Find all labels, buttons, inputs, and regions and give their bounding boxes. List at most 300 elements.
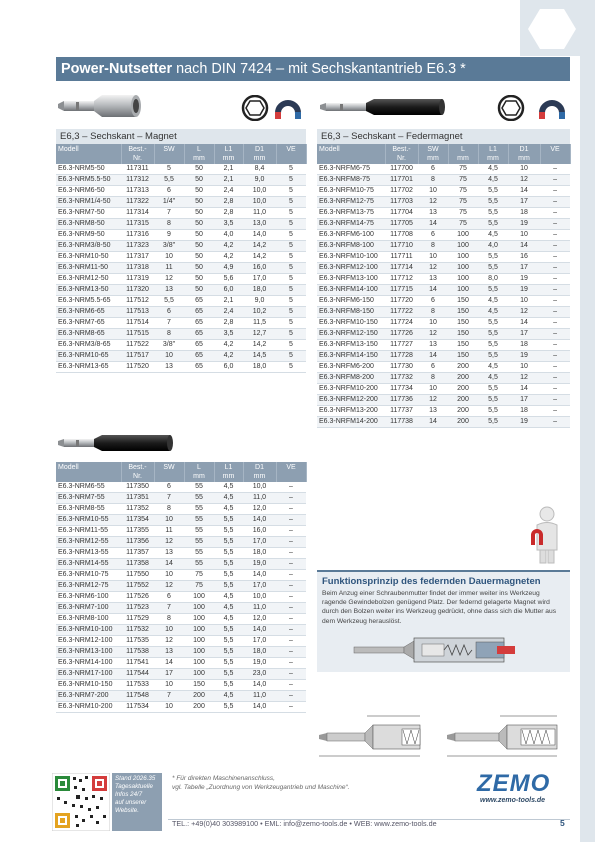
table-cell: 5,5 bbox=[478, 351, 508, 362]
table-cell: 5,5 bbox=[478, 186, 508, 197]
col-sw: SW bbox=[154, 144, 184, 164]
table-cell: 4,5 bbox=[214, 493, 243, 504]
table-cell: 14 bbox=[154, 658, 184, 669]
table-row bbox=[317, 340, 570, 351]
table-cell: 12,0 bbox=[243, 504, 276, 515]
table-cell: 117724 bbox=[385, 318, 418, 329]
table-cell: 117513 bbox=[121, 307, 154, 318]
table-cell: 117544 bbox=[121, 669, 154, 680]
table-cell: – bbox=[540, 329, 570, 340]
table-cell: – bbox=[540, 186, 570, 197]
table-cell: 11,0 bbox=[243, 208, 276, 219]
table-cell: 55 bbox=[184, 537, 214, 548]
table-cell: E6.3-NRFM10-200 bbox=[317, 384, 385, 395]
table-row bbox=[317, 263, 570, 274]
title-rest: nach DIN 7424 – mit Sechskantantrieb E6.3 * bbox=[172, 61, 466, 77]
table-row bbox=[317, 307, 570, 318]
table-cell: 117350 bbox=[121, 482, 154, 493]
table-cell: 117323 bbox=[121, 241, 154, 252]
table-row bbox=[56, 669, 306, 680]
table-cell: 9 bbox=[154, 230, 184, 241]
col-l1: L1 mm bbox=[214, 462, 243, 482]
table-cell: 5,5 bbox=[214, 537, 243, 548]
table-cell: 5 bbox=[276, 252, 306, 263]
table-row bbox=[56, 581, 306, 592]
table-cell: 4,5 bbox=[478, 175, 508, 186]
table-cell: 8,0 bbox=[478, 274, 508, 285]
footnote-line-2: vgl. Tabelle „Zuordnung von Werkzeugantrieb und Maschine“. bbox=[172, 784, 350, 791]
table-row bbox=[317, 186, 570, 197]
table-cell: – bbox=[276, 647, 306, 658]
table-cell: 117320 bbox=[121, 285, 154, 296]
table-cell: 17,0 bbox=[243, 274, 276, 285]
table-cell: 6 bbox=[154, 186, 184, 197]
table-cell: 14 bbox=[418, 285, 448, 296]
table-cell: 17,0 bbox=[243, 636, 276, 647]
table-cell: E6.3-NRM17-100 bbox=[56, 669, 121, 680]
table-cell: 117319 bbox=[121, 274, 154, 285]
table-cell: 100 bbox=[184, 636, 214, 647]
table-cell: – bbox=[276, 548, 306, 559]
table-cell: E6.3-NRFM10-75 bbox=[317, 186, 385, 197]
table-cell: 200 bbox=[184, 691, 214, 702]
table-cell: E6.3-NRM12-55 bbox=[56, 537, 121, 548]
table-row bbox=[317, 373, 570, 384]
table-cell: 5 bbox=[276, 241, 306, 252]
table-cell: 117523 bbox=[121, 603, 154, 614]
table-cell: 4,5 bbox=[214, 504, 243, 515]
table-cell: 10 bbox=[154, 351, 184, 362]
table-cell: 55 bbox=[184, 515, 214, 526]
table-cell: E6.3-NRFM10-100 bbox=[317, 252, 385, 263]
table-cell: 6 bbox=[418, 296, 448, 307]
table-cell: – bbox=[276, 559, 306, 570]
table-row bbox=[56, 230, 306, 241]
table-cell: 6 bbox=[418, 164, 448, 175]
table-cell: 14 bbox=[418, 417, 448, 428]
table-cell: 4,0 bbox=[214, 230, 243, 241]
table-cell: 117710 bbox=[385, 241, 418, 252]
table-cell: E6.3-NRFM8-150 bbox=[317, 307, 385, 318]
table-cell: 10 bbox=[154, 515, 184, 526]
table-cell: – bbox=[540, 340, 570, 351]
table-row bbox=[317, 417, 570, 428]
table-cell: 2,1 bbox=[214, 164, 243, 175]
table-cell: 12 bbox=[508, 175, 540, 186]
table-cell: 4,5 bbox=[478, 164, 508, 175]
table-cell: 11 bbox=[154, 526, 184, 537]
table-row bbox=[56, 680, 306, 691]
table-cell: 4,5 bbox=[478, 307, 508, 318]
table-cell: 13 bbox=[154, 362, 184, 373]
table-cell: 50 bbox=[184, 186, 214, 197]
table-cell: – bbox=[540, 274, 570, 285]
hex-drive-icon-right bbox=[497, 95, 525, 121]
table-cell: 5,5 bbox=[478, 417, 508, 428]
table-cell: – bbox=[276, 515, 306, 526]
dimension-drawing-1 bbox=[317, 708, 437, 766]
table-cell: E6.3-NRFM12-200 bbox=[317, 395, 385, 406]
table-federmagnet bbox=[317, 129, 571, 428]
table-row bbox=[317, 219, 570, 230]
table-cell: E6.3-NRFM14-100 bbox=[317, 285, 385, 296]
hexagon-icon bbox=[527, 7, 577, 51]
table-cell: 2,8 bbox=[214, 318, 243, 329]
table-cell: 100 bbox=[448, 252, 478, 263]
table-cell: 19 bbox=[508, 351, 540, 362]
table-row bbox=[56, 208, 306, 219]
table-cell: 14,2 bbox=[243, 241, 276, 252]
table-cell: 10 bbox=[154, 625, 184, 636]
table-cell: – bbox=[540, 219, 570, 230]
table-cell: 12 bbox=[154, 274, 184, 285]
col-modell: Modell bbox=[56, 462, 121, 482]
table-cell: 12 bbox=[418, 329, 448, 340]
table-cell: 5,5 bbox=[154, 296, 184, 307]
table-cell: 117702 bbox=[385, 186, 418, 197]
title-bold: Power-Nutsetter bbox=[61, 61, 173, 77]
table-cell: E6.3-NRFM13-150 bbox=[317, 340, 385, 351]
table-cell: 65 bbox=[184, 318, 214, 329]
table-cell: 117722 bbox=[385, 307, 418, 318]
table-cell: 100 bbox=[184, 592, 214, 603]
table-cell: – bbox=[540, 197, 570, 208]
table-cell: 6,0 bbox=[214, 362, 243, 373]
table-cell: 50 bbox=[184, 175, 214, 186]
table-cell: 117355 bbox=[121, 526, 154, 537]
header-white-area bbox=[0, 0, 520, 56]
table-cell: 5,5 bbox=[214, 658, 243, 669]
table-cell: 117526 bbox=[121, 592, 154, 603]
table-cell: – bbox=[540, 175, 570, 186]
table-row bbox=[56, 307, 306, 318]
table-cell: 5 bbox=[276, 307, 306, 318]
table-cell: 8 bbox=[418, 373, 448, 384]
table-cell: 117357 bbox=[121, 548, 154, 559]
col-d1: D1 mm bbox=[243, 462, 276, 482]
stand-line: auf unserer bbox=[115, 799, 147, 806]
col-ve: VE bbox=[276, 462, 306, 482]
col-sw: SW mm bbox=[418, 144, 448, 164]
zemo-logo: ZEMO bbox=[477, 770, 551, 797]
table-cell: 10 bbox=[418, 384, 448, 395]
table-cell: 100 bbox=[448, 263, 478, 274]
table-row bbox=[56, 504, 306, 515]
table-cell: 5 bbox=[276, 362, 306, 373]
table-cell: 117351 bbox=[121, 493, 154, 504]
table-cell: 117732 bbox=[385, 373, 418, 384]
table-cell: 117520 bbox=[121, 362, 154, 373]
table-cell: – bbox=[276, 614, 306, 625]
table-cell: 150 bbox=[448, 329, 478, 340]
table-cell: – bbox=[540, 318, 570, 329]
table-cell: 11,0 bbox=[243, 603, 276, 614]
table-cell: 50 bbox=[184, 274, 214, 285]
table-cell: 14 bbox=[154, 559, 184, 570]
table-cell: 117512 bbox=[121, 296, 154, 307]
table-cell: 75 bbox=[448, 186, 478, 197]
table-cell: – bbox=[276, 680, 306, 691]
table-cell: 1/4" bbox=[154, 197, 184, 208]
table-cell: 19 bbox=[508, 285, 540, 296]
table-cell: – bbox=[276, 526, 306, 537]
magnet-icon bbox=[273, 93, 303, 123]
table-cell: E6.3-NRM13-50 bbox=[56, 285, 121, 296]
table-cell: E6.3-NRM6-55 bbox=[56, 482, 121, 493]
table-cell: – bbox=[540, 351, 570, 362]
table-row bbox=[56, 592, 306, 603]
stand-info-box bbox=[112, 773, 162, 831]
table-cell: 14,5 bbox=[243, 351, 276, 362]
table-cell: – bbox=[276, 702, 306, 713]
magnet-icon-right bbox=[537, 93, 567, 123]
table-cell: – bbox=[540, 285, 570, 296]
table-cell: – bbox=[540, 362, 570, 373]
table-cell: 5 bbox=[276, 197, 306, 208]
table-cell: 12,0 bbox=[243, 614, 276, 625]
table-cell: 5 bbox=[276, 329, 306, 340]
table-cell: E6.3-NRFM8-100 bbox=[317, 241, 385, 252]
table-cell: 6 bbox=[154, 592, 184, 603]
table-cell: – bbox=[276, 603, 306, 614]
table-row bbox=[56, 614, 306, 625]
table-cell: 12,7 bbox=[243, 329, 276, 340]
table-row bbox=[56, 482, 306, 493]
table-cell: E6.3-NRM12-75 bbox=[56, 581, 121, 592]
table-cell: E6.3-NRM12-100 bbox=[56, 636, 121, 647]
table-cell: 75 bbox=[184, 570, 214, 581]
table-cell: 10 bbox=[418, 186, 448, 197]
table-cell: E6.3-NRM5.5-50 bbox=[56, 175, 121, 186]
table-row bbox=[317, 208, 570, 219]
table-cell: E6.3-NRM13-65 bbox=[56, 362, 121, 373]
table-cell: 100 bbox=[448, 274, 478, 285]
table-cell: 4,0 bbox=[478, 241, 508, 252]
table-cell: 55 bbox=[184, 559, 214, 570]
table-cell: 117703 bbox=[385, 197, 418, 208]
table-cell: 75 bbox=[184, 581, 214, 592]
table-cell: 10,0 bbox=[243, 592, 276, 603]
table-cell: E6.3-NRM1/4-50 bbox=[56, 197, 121, 208]
table-cell: E6.3-NRM11-50 bbox=[56, 263, 121, 274]
table-cell: 4,9 bbox=[214, 263, 243, 274]
table-row bbox=[317, 241, 570, 252]
table-cell: E6.3-NRM13-100 bbox=[56, 647, 121, 658]
function-title: Funktionsprinzip des federnden Dauermagneten bbox=[322, 576, 541, 587]
col-l1: L1 mm bbox=[214, 144, 243, 164]
table-cell: 75 bbox=[448, 164, 478, 175]
table-cell: E6.3-NRM3/8-50 bbox=[56, 241, 121, 252]
table-cell: 4,5 bbox=[214, 603, 243, 614]
table-cell: 5 bbox=[276, 285, 306, 296]
table-cell: E6.3-NRM6-50 bbox=[56, 186, 121, 197]
table-cell: 3,5 bbox=[214, 219, 243, 230]
col-d1: D1 mm bbox=[243, 144, 276, 164]
table-cell: 7 bbox=[154, 493, 184, 504]
table-cell: 117550 bbox=[121, 570, 154, 581]
mascot-figure-image bbox=[527, 505, 567, 565]
table-cell: – bbox=[540, 307, 570, 318]
table-cell: – bbox=[276, 504, 306, 515]
col-l: L mm bbox=[184, 462, 214, 482]
table-row bbox=[56, 691, 306, 702]
table-row bbox=[56, 175, 306, 186]
table-cell: – bbox=[540, 252, 570, 263]
table-cell: 75 bbox=[448, 175, 478, 186]
table-cell: 10 bbox=[508, 230, 540, 241]
table-cell: 117711 bbox=[385, 252, 418, 263]
table-cell: 10 bbox=[154, 702, 184, 713]
col-best-nr: Best.- Nr. bbox=[121, 144, 154, 164]
table-cell: 117532 bbox=[121, 625, 154, 636]
table-cell: 5,5 bbox=[478, 197, 508, 208]
table-cell: E6.3-NRM5-50 bbox=[56, 164, 121, 175]
table-cell: – bbox=[276, 537, 306, 548]
table-cell: E6.3-NRM8-50 bbox=[56, 219, 121, 230]
table-cell: 18 bbox=[508, 340, 540, 351]
table-cell: 200 bbox=[448, 417, 478, 428]
table-cell: 2,4 bbox=[214, 186, 243, 197]
table-cell: 10,2 bbox=[243, 307, 276, 318]
table-cell: E6.3-NRFM13-100 bbox=[317, 274, 385, 285]
table-cell: E6.3-NRM14-55 bbox=[56, 559, 121, 570]
table-cell: 117358 bbox=[121, 559, 154, 570]
table-cell: 13 bbox=[418, 340, 448, 351]
table-cell: 117352 bbox=[121, 504, 154, 515]
table-cell: E6.3-NRFM14-150 bbox=[317, 351, 385, 362]
table-cell: 117730 bbox=[385, 362, 418, 373]
table-cell: 117317 bbox=[121, 252, 154, 263]
table-cell: E6.3-NRM7-55 bbox=[56, 493, 121, 504]
table-row bbox=[56, 340, 306, 351]
table-cell: 5 bbox=[276, 296, 306, 307]
table-cell: 23,0 bbox=[243, 669, 276, 680]
table-cell: 2,1 bbox=[214, 296, 243, 307]
table-cell: 117517 bbox=[121, 351, 154, 362]
table-cell: 5,5 bbox=[478, 384, 508, 395]
table-cell: 19 bbox=[508, 219, 540, 230]
table-cell: – bbox=[276, 570, 306, 581]
table-cell: – bbox=[540, 395, 570, 406]
col-sw: SW bbox=[154, 462, 184, 482]
table-cell: 117737 bbox=[385, 406, 418, 417]
table-cell: 17,0 bbox=[243, 581, 276, 592]
table-cell: 100 bbox=[184, 658, 214, 669]
table-cell: 100 bbox=[184, 669, 214, 680]
table-cell: 5,5 bbox=[478, 329, 508, 340]
table-cell: 10 bbox=[418, 252, 448, 263]
table-cell: 14 bbox=[418, 219, 448, 230]
table-cell: 200 bbox=[184, 702, 214, 713]
table-cell: 11,0 bbox=[243, 493, 276, 504]
table-cell: 100 bbox=[184, 625, 214, 636]
table-cell: 4,2 bbox=[214, 351, 243, 362]
table-cell: E6.3-NRM6-100 bbox=[56, 592, 121, 603]
table-cell: 7 bbox=[154, 603, 184, 614]
table-cell: 75 bbox=[448, 219, 478, 230]
table-cell: 14,0 bbox=[243, 230, 276, 241]
table-cell: E6.3-NRFM6-150 bbox=[317, 296, 385, 307]
table-cell: – bbox=[540, 241, 570, 252]
table-cell: 5,5 bbox=[478, 340, 508, 351]
col-modell: Modell bbox=[56, 144, 121, 164]
table-cell: 6,0 bbox=[214, 285, 243, 296]
table-row bbox=[56, 274, 306, 285]
table-cell: 117712 bbox=[385, 274, 418, 285]
table-row bbox=[56, 329, 306, 340]
table-row bbox=[56, 636, 306, 647]
table-row bbox=[56, 658, 306, 669]
table-cell: 5,5 bbox=[214, 515, 243, 526]
table-cell: 5,6 bbox=[214, 274, 243, 285]
col-best-nr: Best.- Nr. bbox=[385, 144, 418, 164]
col-l1: L1 mm bbox=[478, 144, 508, 164]
table-cell: 55 bbox=[184, 548, 214, 559]
table-cell: 75 bbox=[448, 208, 478, 219]
table-cell: 50 bbox=[184, 197, 214, 208]
table-cell: E6.3-NRFM6-200 bbox=[317, 362, 385, 373]
table-cell: 3/8" bbox=[154, 340, 184, 351]
table-cell: 117727 bbox=[385, 340, 418, 351]
table-cell: 65 bbox=[184, 340, 214, 351]
table-cell: E6.3-NRM9-50 bbox=[56, 230, 121, 241]
table-cell: 5,5 bbox=[214, 680, 243, 691]
table-cell: – bbox=[540, 230, 570, 241]
table-cell: 5,5 bbox=[214, 526, 243, 537]
hex-drive-icon bbox=[241, 95, 269, 121]
table-cell: 117522 bbox=[121, 340, 154, 351]
table-cell: 5 bbox=[276, 274, 306, 285]
table-row bbox=[56, 702, 306, 713]
table-cell: 10,0 bbox=[243, 197, 276, 208]
table-cell: 14,2 bbox=[243, 340, 276, 351]
table-cell: 117701 bbox=[385, 175, 418, 186]
table-cell: 50 bbox=[184, 252, 214, 263]
table-row bbox=[56, 351, 306, 362]
table-cell: E6.3-NRM10-75 bbox=[56, 570, 121, 581]
table-cell: E6.3-NRM10-65 bbox=[56, 351, 121, 362]
col-modell: Modell bbox=[317, 144, 385, 164]
table-row bbox=[317, 406, 570, 417]
table-cell: 10 bbox=[154, 252, 184, 263]
table-cell: E6.3-NRM5.5-65 bbox=[56, 296, 121, 307]
logo-url[interactable]: www.zemo-tools.de bbox=[480, 797, 546, 804]
table-cell: 100 bbox=[184, 614, 214, 625]
table-cell: – bbox=[540, 373, 570, 384]
table-cell: E6.3-NRM12-50 bbox=[56, 274, 121, 285]
table-cell: 117704 bbox=[385, 208, 418, 219]
right-sidebar bbox=[580, 56, 595, 842]
table-cell: 117548 bbox=[121, 691, 154, 702]
table-cell: 14,0 bbox=[243, 680, 276, 691]
table-cell: 150 bbox=[448, 351, 478, 362]
footnote bbox=[172, 774, 349, 792]
table-cell: 4,2 bbox=[214, 241, 243, 252]
table-row bbox=[56, 318, 306, 329]
table-cell: 13 bbox=[154, 548, 184, 559]
table-cell: 7 bbox=[154, 208, 184, 219]
table-cell: 5 bbox=[276, 230, 306, 241]
table-cell: 12 bbox=[154, 581, 184, 592]
table-cell: 10,0 bbox=[243, 482, 276, 493]
table-cell: 5 bbox=[276, 208, 306, 219]
table-cell: 117533 bbox=[121, 680, 154, 691]
top-strip bbox=[0, 0, 595, 56]
table-cell: E6.3-NRM8-100 bbox=[56, 614, 121, 625]
table-cell: E6.3-NRFM6-75 bbox=[317, 164, 385, 175]
table-cell: 117541 bbox=[121, 658, 154, 669]
cutaway-diagram bbox=[352, 632, 517, 668]
